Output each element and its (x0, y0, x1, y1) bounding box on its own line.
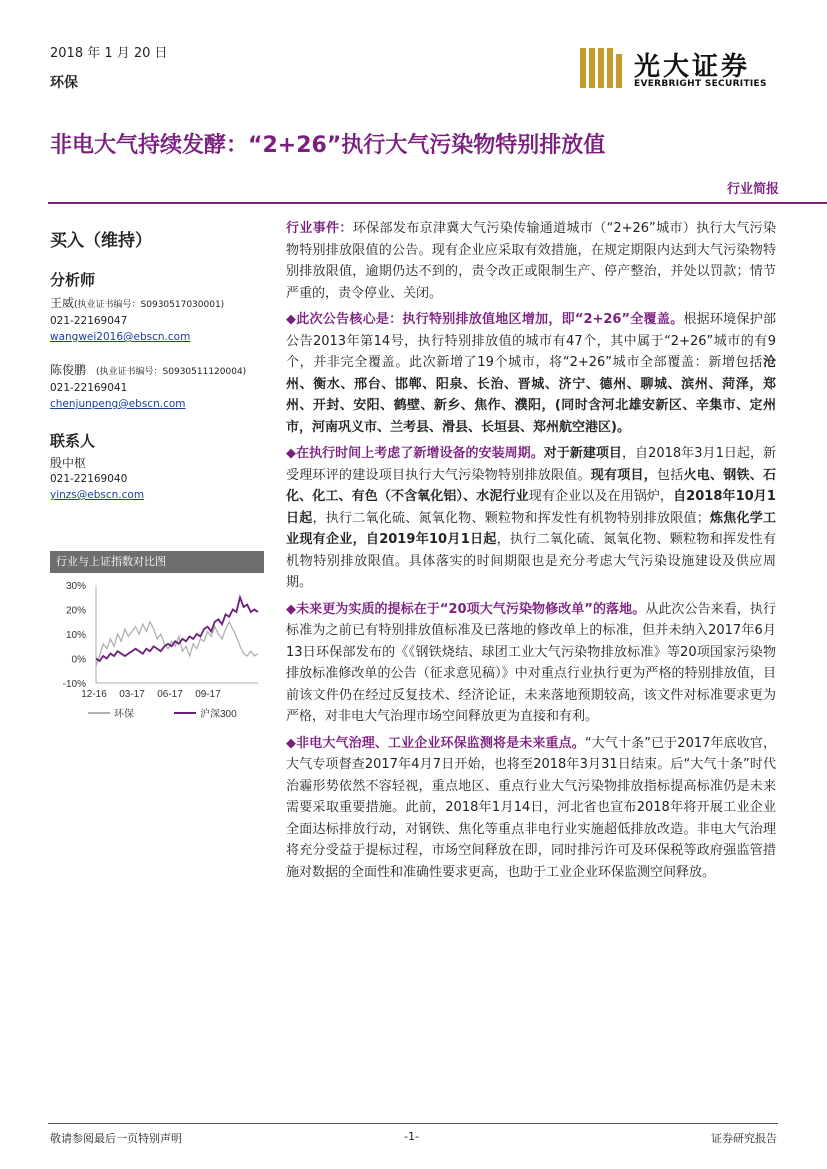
report-date: 2018 年 1 月 20 日 (50, 46, 168, 61)
logo-chinese-name: 光大证券 (634, 52, 751, 82)
contact-email-link[interactable]: yinzs@ebscn.com (50, 489, 145, 501)
page-number: -1- (404, 1130, 419, 1143)
contact-heading: 联系人 (50, 432, 96, 450)
contact-name: 殷中枢 (50, 456, 87, 470)
analyst-block (50, 362, 246, 412)
focus-text: “大气十条”已于2017年底收官，大气专项督查2017年4月7日开始，也将至2018年3月31日结束。后“大气十条”时代治霾形势依然不容轻视，重点地区、重点行业大气污染物排放指标提高标准仍是未来需要采取重要措施。此前，2018年1月14日，河北省也宣布2018年将开展工业企业全面达标排放行动，对钢铁、焦化等重点非电行业实施超低排放改造。非电大气治理将充分受益于提标过程，市场空间释放在即，同时排污许可及环保税等政府强监管措施对数据的全面性和准确性要求更高，也助于工业企业环保监测空间释放。 (286, 735, 777, 880)
analyst-name: 陈俊鹏 (50, 363, 87, 377)
series-line-hs300 (96, 597, 258, 661)
timing-bold-2: 现有项目， (590, 467, 657, 483)
everbright-logo-icon (578, 44, 628, 94)
timing-text-5: ，执行二氧化硫、氮氧化物、颗粒物和挥发性有机物特别排放限值。具体落实的时间期限也是充分考虑大气污染设施建设及供应周期。 (286, 532, 776, 590)
x-tick-label: 09-17 (195, 689, 221, 700)
timing-bold-1: 对于新建项目 (543, 446, 622, 461)
future-heading: ◆未来更为实质的提标在于“20项大气污染物修改单”的落地。 (286, 601, 646, 617)
y-tick-label: 10% (65, 630, 86, 641)
comparison-chart (50, 551, 264, 727)
x-tick-label: 12-16 (81, 689, 107, 700)
y-tick-label: -10% (62, 679, 86, 690)
footer-divider (48, 1123, 778, 1124)
sector-label: 环保 (50, 75, 78, 91)
paragraph-future (286, 599, 776, 728)
contact-block (50, 455, 144, 503)
chart-plot (50, 573, 264, 727)
legend-label: 环保 (114, 709, 134, 720)
y-tick-label: 20% (65, 605, 86, 617)
focus-heading: ◆非电大气治理、工业企业环保监测将是未来重点。 (286, 735, 585, 751)
analyst-phone: 021-22169047 (50, 315, 128, 327)
timing-text-2: 包括 (656, 467, 684, 483)
core-heading: ◆此次公告核心是：执行特别排放值地区增加，即“2+26”全覆盖。 (286, 312, 684, 327)
y-tick-label: 0% (71, 654, 86, 666)
report-title: 非电大气持续发酵：“2+26”执行大气污染物特别排放值 (50, 133, 606, 158)
timing-bold-4: 自2018年10月1日起 (286, 489, 776, 526)
chart-title: 行业与上证指数对比图 (50, 551, 264, 573)
timing-text-4: ，执行二氧化硫、氮氧化物、颗粒物和挥发性有机物特别排放限值； (312, 510, 710, 526)
paragraph-focus (286, 733, 776, 884)
analyst-email-link[interactable]: chenjunpeng@ebscn.com (50, 398, 186, 410)
timing-text-1: ，自2018年3月1日起，新受理环评的建设项目执行大气污染物特别排放限值。 (286, 446, 776, 483)
paragraph-core (286, 309, 776, 438)
footer-report-label: 证券研究报告 (711, 1132, 777, 1145)
paragraph-timing (286, 443, 776, 594)
analyst-heading: 分析师 (50, 271, 96, 289)
analyst-block (50, 295, 224, 345)
company-logo (578, 44, 778, 96)
analyst-phone: 021-22169041 (50, 382, 128, 394)
header-divider (48, 202, 827, 204)
x-tick-label: 03-17 (119, 689, 145, 700)
future-text: 从此次公告来看，执行标准为之前已有特别排放值标准及已落地的修改单上的标准，但并未纳入2017年6月13日环保部发布的《《钢铁烧结、球团工业大气污染物排放标准》等20项国家污染物排放标准修改单的公告（征求意见稿）》中对重点行业执行更为严格的特别排放值，目前该文件仍在经过反复技术、经济论证，未来落地预期较高，该文件对标准要求更为严格，对非电大气治理市场空间释放更为直接和有利。 (286, 601, 776, 724)
report-type-label: 行业简报 (726, 182, 779, 197)
analyst-cert: (执业证书编号：S0930517030001) (74, 300, 225, 310)
analyst-name: 王威 (50, 296, 75, 310)
timing-heading: ◆在执行时间上考虑了新增设备的安装周期。 (286, 446, 544, 461)
analyst-email-link[interactable]: wangwei2016@ebscn.com (50, 331, 191, 343)
event-text: 环保部发布京津冀大气污染传输通道城市（“2+26”城市）执行大气污染物特别排放限值的公告。现有企业应采取有效措施，在规定期限内达到大气污染物特别排放限值，逾期仍达不到的，责令改正或限制生产、停产整治，并处以罚款；情节严重的，责令停业、关闭。 (286, 221, 776, 301)
footer-disclaimer-link[interactable]: 敬请参阅最后一页特别声明 (50, 1132, 182, 1145)
x-tick-label: 06-17 (157, 689, 183, 700)
series-line-huanbao (96, 622, 258, 666)
contact-phone: 021-22169040 (50, 473, 128, 485)
core-cities: 沧州、衡水、邢台、邯郸、阳泉、长治、晋城、济宁、德州、聊城、滨州、菏泽，郑州、开封、安阳、鹤壁、新乡、焦作、濮阳，(同时含河北雄安新区、辛集市、定州市，河南巩义市、兰考县、滑县、长垣县、郑州航空港区)。 (286, 355, 776, 435)
timing-text-3: 现有企业以及在用锅炉， (528, 489, 674, 504)
logo-english-name: EVERBRIGHT SECURITIES (634, 79, 767, 89)
event-label: 行业事件： (286, 221, 353, 236)
timing-bold-5: 炼焦化学工业现有企业，自2019年10月1日起 (286, 510, 776, 547)
rating: 买入（维持） (50, 231, 152, 251)
timing-bold-3: 火电、钢铁、石化、化工、有色（不含氧化铝）、水泥行业 (286, 467, 776, 504)
core-text: 根据环境保护部公告2013年第14号，执行特别排放值的城市有47个，其中属于“2+26”城市的有9个，并非完全覆盖。此次新增了19个城市，将“2+26”城市全部覆盖：新增包括 (286, 312, 776, 370)
analyst-cert: (执业证书编号：S0930511120004) (96, 367, 247, 377)
legend-label: 沪深300 (200, 709, 237, 720)
paragraph-event (286, 218, 776, 304)
y-tick-label: 30% (65, 581, 86, 592)
article-body (286, 218, 776, 888)
